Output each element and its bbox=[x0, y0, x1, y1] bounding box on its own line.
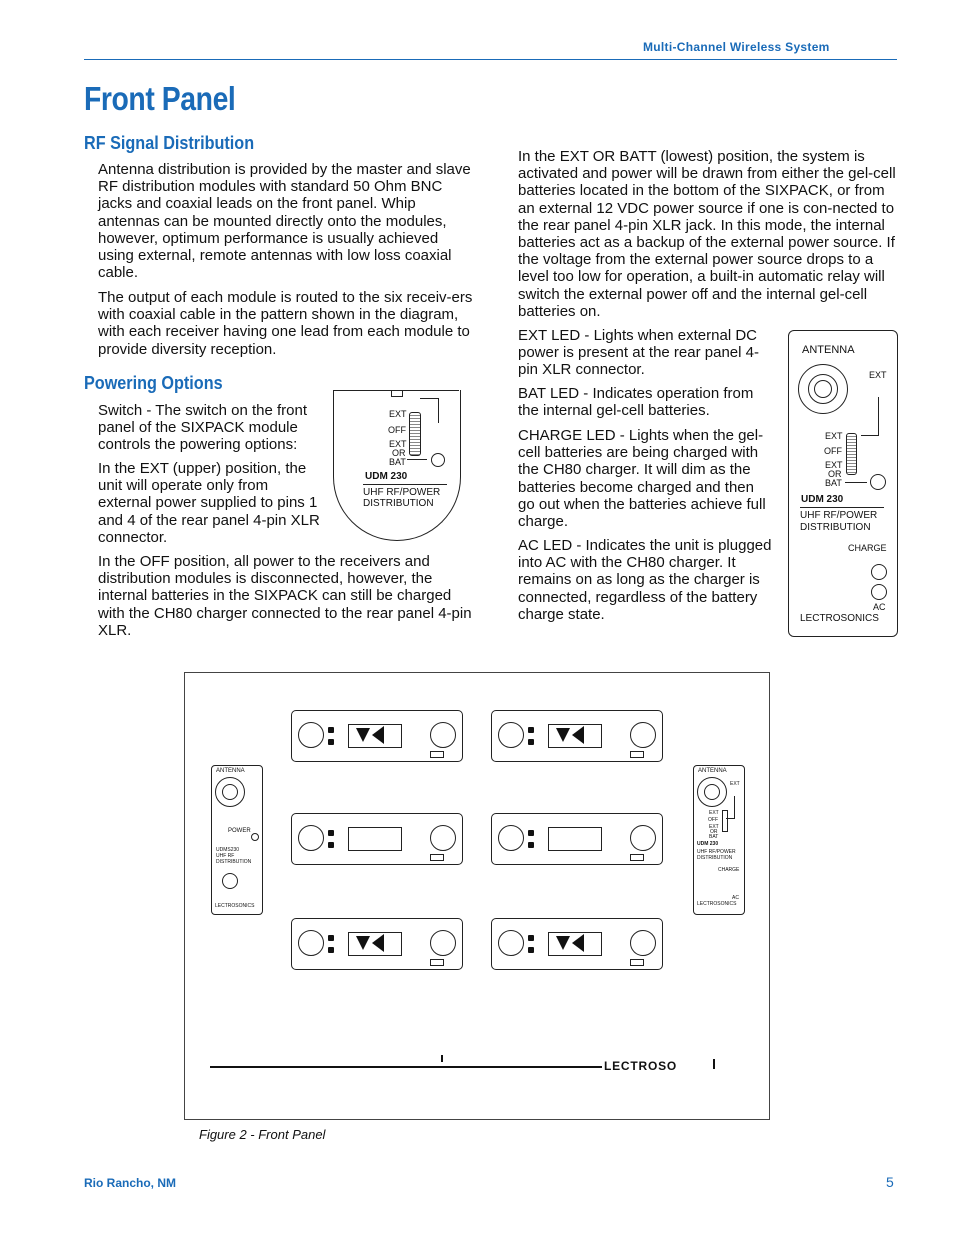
figure-caption: Figure 2 - Front Panel bbox=[199, 1127, 326, 1142]
module-desc-1: UHF RF/POWER bbox=[800, 510, 878, 521]
switch-diagram bbox=[333, 390, 461, 540]
module-ext-label: EXT bbox=[825, 431, 843, 441]
module-off-label: OFF bbox=[824, 446, 842, 456]
right-module-bat-label: BAT bbox=[709, 834, 719, 840]
rf-paragraph-1: Antenna distribution is provided by the master and slave RF distribution modules with standard 50 Ohm BNC jacks and coaxial leads on the front panel. Whip antennas can be mounted directly onto the modules, however, optimum performance is usually achieved using external, remote antennas with low loss coaxial cable. bbox=[98, 161, 471, 282]
bat-led bbox=[431, 453, 445, 467]
rf-heading: RF Signal Distribution bbox=[84, 133, 255, 153]
switch-ext-label: EXT bbox=[389, 409, 407, 419]
left-module-antenna-label: ANTENNA bbox=[216, 768, 245, 774]
module-power-switch[interactable] bbox=[846, 433, 857, 475]
rf-paragraph-2: The output of each module is routed to the six receiv-ers with coaxial cable in the pattern shown in the diagram, with each receiver having one lead from each module to provide diversity reception. bbox=[98, 289, 473, 358]
powering-paragraph-3: In the OFF position, all power to the receivers and distribution modules is disconnected, however, the internal batteries in the SIXPACK can still be charged with the CH80 charger connected to the rear panel 4-pin XLR. bbox=[98, 553, 472, 639]
right-module-charge-label: CHARGE bbox=[718, 867, 740, 873]
right-module-ext-label: EXT bbox=[709, 810, 719, 816]
right-module-or-label: OR bbox=[710, 829, 718, 835]
switch-model: UDM 230 bbox=[365, 471, 408, 482]
receiver-1 bbox=[291, 710, 463, 762]
switch-desc-2: DISTRIBUTION bbox=[363, 498, 434, 509]
left-module-desc-1: UHF RF bbox=[216, 853, 235, 859]
front-panel-figure bbox=[184, 672, 770, 1120]
bnc-antenna-jack[interactable] bbox=[798, 364, 848, 414]
right-module-ac-label: AC bbox=[732, 895, 739, 901]
module-ext-led-label: EXT bbox=[869, 370, 887, 380]
ext-led-paragraph: EXT LED - Lights when external DC power is present at the rear panel 4-pin XLR connector. bbox=[518, 327, 759, 379]
bat-led-paragraph: BAT LED - Indicates operation from the internal gel-cell batteries. bbox=[518, 385, 754, 420]
receiver-6 bbox=[491, 918, 663, 970]
page-title: Front Panel bbox=[84, 80, 236, 117]
left-module-model: UDMS230 bbox=[216, 847, 240, 853]
left-module-desc-2: DISTRIBUTION bbox=[216, 859, 252, 865]
switch-off-label: OFF bbox=[388, 425, 406, 435]
right-module-brand: LECTROSONICS bbox=[697, 901, 737, 907]
figure-brand: LECTROSO bbox=[604, 1059, 678, 1073]
right-module-bnc-icon bbox=[697, 777, 727, 807]
right-module-ext-or-label: EXT bbox=[709, 824, 719, 830]
module-antenna-label: ANTENNA bbox=[802, 344, 855, 356]
switch-bat-label: BAT bbox=[389, 457, 406, 467]
switch-desc-1: UHF RF/POWER bbox=[363, 487, 441, 498]
right-module-off-label: OFF bbox=[708, 817, 718, 823]
running-header: Multi-Channel Wireless System bbox=[643, 40, 830, 54]
module-model: UDM 230 bbox=[801, 494, 844, 505]
left-module-brand: LECTROSONICS bbox=[215, 903, 255, 909]
header-rule bbox=[84, 59, 897, 60]
module-ext-or-label: EXT bbox=[825, 460, 843, 470]
module-ac-led bbox=[871, 584, 887, 600]
right-module-desc-2: DISTRIBUTION bbox=[697, 855, 733, 861]
receiver-4 bbox=[491, 813, 663, 865]
powering-paragraph-1: Switch - The switch on the front panel of the SIXPACK module controls the powering options: bbox=[98, 402, 307, 454]
page-number: 5 bbox=[886, 1174, 894, 1190]
charge-led-paragraph: CHARGE LED - Lights when the gel-cell batteries are being charged with the CH80 charger. It will dim as the batteries become charged and then go out when the batteries achieve full charge. bbox=[518, 427, 766, 531]
module-charge-label: CHARGE bbox=[848, 543, 887, 553]
switch-ext-or-label: EXT bbox=[389, 439, 407, 449]
receiver-3 bbox=[291, 813, 463, 865]
udm230-module-diagram bbox=[788, 330, 898, 637]
receiver-5 bbox=[291, 918, 463, 970]
module-brand: LECTROSONICS bbox=[800, 613, 879, 624]
module-charge-led bbox=[871, 564, 887, 580]
ext-or-batt-paragraph: In the EXT OR BATT (lowest) position, the system is activated and power will be drawn from either the gel-cell batteries located in the bottom of the SIXPACK, or from an external 12 VDC power source if one is con-nected to the rear panel 4-pin XLR jack. In this mode, the internal batteries act as a backup of the external power source. If the voltage from the external power source drops to a level too low for operation, a built-in automatic relay will switch the external power off and the internal gel-cell batteries on. bbox=[518, 148, 896, 320]
module-desc-2: DISTRIBUTION bbox=[800, 522, 871, 533]
footer-location: Rio Rancho, NM bbox=[84, 1176, 176, 1190]
right-module-desc-1: UHF RF/POWER bbox=[697, 849, 736, 855]
right-module-antenna-label: ANTENNA bbox=[698, 768, 727, 774]
right-module-ext-led-label: EXT bbox=[730, 781, 740, 787]
module-or-label: OR bbox=[828, 469, 842, 479]
right-distribution-module bbox=[693, 765, 745, 915]
powering-heading: Powering Options bbox=[84, 373, 223, 393]
ac-led-paragraph: AC LED - Indicates the unit is plugged into AC with the CH80 charger. It remains on as long as the charger is connected, regardless of the battery charge state. bbox=[518, 537, 772, 623]
left-module-bnc-icon bbox=[215, 777, 245, 807]
right-module-model: UDM 230 bbox=[697, 841, 719, 847]
switch-or-label: OR bbox=[392, 448, 406, 458]
module-ac-label: AC bbox=[873, 602, 886, 612]
receiver-2 bbox=[491, 710, 663, 762]
powering-paragraph-2: In the EXT (upper) position, the unit will operate only from external power supplied to pins 1 and 4 of the rear panel 4-pin XLR connector. bbox=[98, 460, 320, 546]
left-distribution-module bbox=[211, 765, 263, 915]
left-module-power-label: POWER bbox=[228, 828, 251, 834]
module-bat-led bbox=[870, 474, 886, 490]
module-bat-label: BAT bbox=[825, 478, 842, 488]
